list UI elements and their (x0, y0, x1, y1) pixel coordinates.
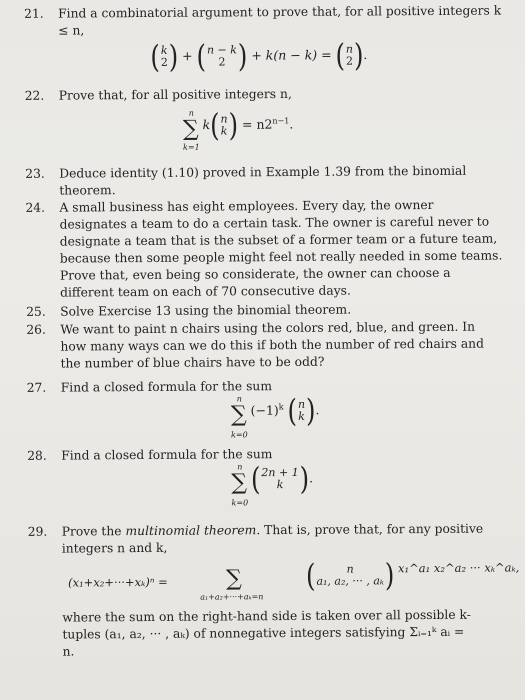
problem-21 (24, 2, 502, 39)
equation-21: ( k 2 ) + ( n − k 2 ) + k(n − k) = ( n 2 ). (150, 37, 368, 76)
problem-number: 25. (26, 304, 46, 319)
equation-28: n ∑ k=0 ( 2n + 1 k ). (231, 460, 314, 508)
sum-subscript: a₁+a₂+···+aₖ=n (200, 592, 264, 602)
equation-27: n ∑ k=0 $(-1)^k$ ( n k ). (230, 392, 320, 440)
problem-number: 29. (27, 524, 48, 539)
problem-26 (26, 318, 504, 372)
problem-number: 24. (25, 200, 46, 215)
problem-number: 22. (24, 88, 45, 103)
problem-number: 28. (27, 448, 47, 463)
multinomial-rhs: x₁^a₁ x₂^a₂ ··· xₖ^aₖ, (397, 560, 520, 576)
problem-25 (26, 300, 504, 320)
problem-number: 21. (24, 6, 44, 21)
problem-text: Find a closed formula for the sum (60, 379, 273, 395)
problem-29-tail (28, 607, 472, 661)
problem-24 (25, 196, 504, 301)
problem-22 (25, 84, 503, 104)
problem-text: A small business has eight employees. Every day, the owner designates a team to do a certain task. The owner is careful never to designate a team that is the subset of a former team or a future team, because then some people might feel not really needed in some teams. Prove that, even being so considerate, the owner can choose a different team on each of 70 consecutive days. (59, 197, 503, 300)
problem-23 (25, 162, 503, 199)
problem-text: We want to paint n chairs using the colors red, blue, and green. In how many ways can we do this if both the number of red chairs and the number of blue chairs have to be odd? (60, 319, 484, 371)
problem-number: 26. (26, 322, 46, 337)
problem-text: Prove the multinomial theorem. That is, prove that, for any positive integers n and k, (61, 521, 484, 556)
problem-text: Solve Exercise 13 using the binomial theorem. (60, 302, 352, 319)
equation-22: n ∑ k=1 k( n k ) = $n2^{n-1}$. (182, 107, 294, 152)
problem-29 (28, 520, 506, 557)
problem-number: 23. (25, 166, 45, 181)
problem-text: Deduce identity (1.10) proved in Example 1.39 from the binomial theorem. (59, 163, 467, 198)
problem-text: Prove that, for all positive integers n, (58, 86, 292, 103)
problem-text: Find a closed formula for the sum (61, 447, 273, 463)
problem-27 (27, 376, 505, 396)
multinomial-lhs: (x₁+x₂+···+xₖ)ⁿ = (68, 574, 168, 590)
problem-text: where the sum on the right-hand side is taken over all possible k-tuples (a₁, a₂, ··· , aₖ) of nonnegative integers satisfying Σᵢ₌₁ᵏ aᵢ = n. (62, 607, 471, 659)
problem-28 (27, 444, 505, 464)
problem-number: 27. (26, 380, 47, 395)
problem-text: Find a combinatorial argument to prove that, for all positive integers k ≤ n, (58, 3, 502, 38)
